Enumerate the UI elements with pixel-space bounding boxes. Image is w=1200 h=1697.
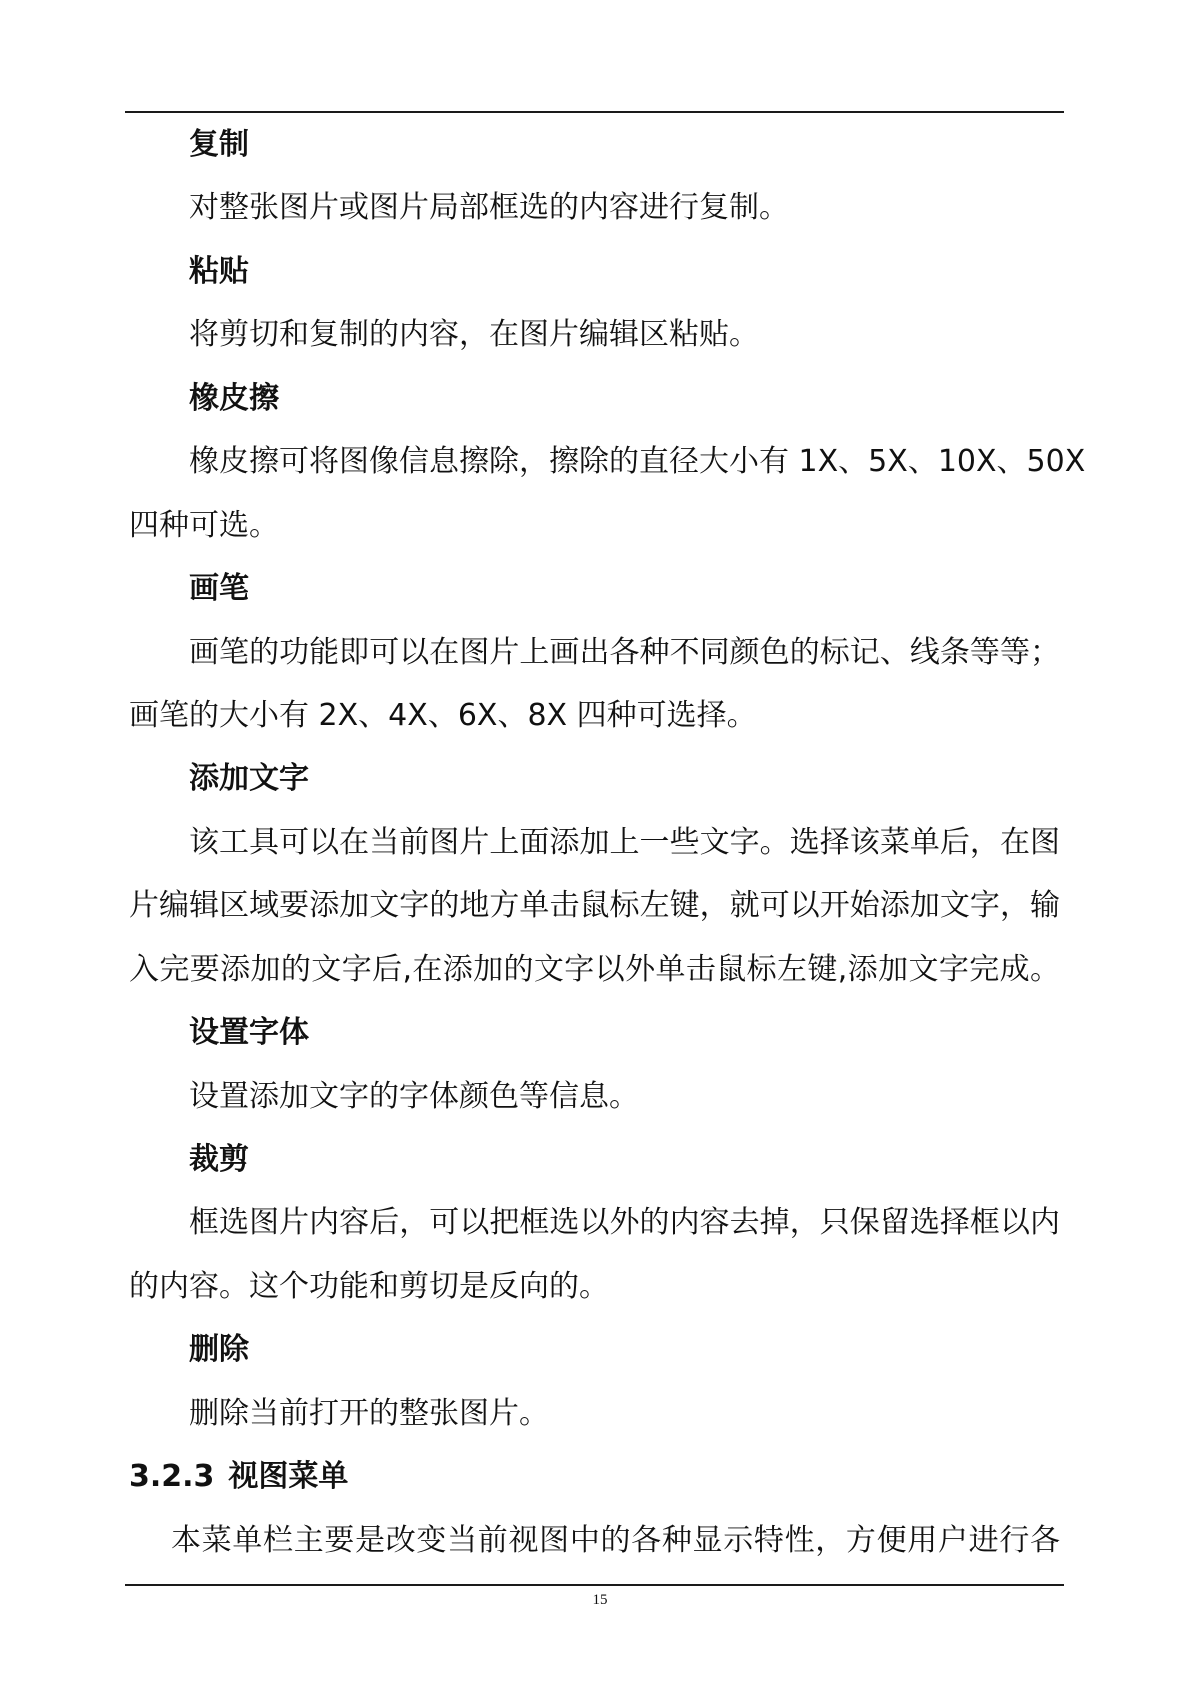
paragraph-line: 删除当前打开的整张图片。 (189, 1395, 549, 1431)
footer-rule (125, 1584, 1064, 1586)
paragraph-line: 橡皮擦可将图像信息擦除，擦除的直径大小有 1X、5X、10X、50X (189, 444, 1086, 480)
section-heading-brush: 画笔 (189, 571, 249, 607)
section-heading-add-text: 添加文字 (189, 761, 309, 797)
paragraph-line: 画笔的功能即可以在图片上画出各种不同颜色的标记、线条等等； (189, 634, 1060, 670)
paragraph-line: 入完要添加的文字后,在添加的文字以外单击鼠标左键,添加文字完成。 (129, 951, 1060, 987)
paragraph-line: 该工具可以在当前图片上面添加上一些文字。选择该菜单后，在图 (189, 824, 1060, 860)
page-content (129, 113, 1086, 1572)
section-heading-copy: 复制 (189, 127, 249, 162)
section-heading-set-font: 设置字体 (189, 1015, 309, 1051)
paragraph-line: 对整张图片或图片局部框选的内容进行复制。 (189, 190, 789, 226)
section-heading-delete: 删除 (189, 1332, 249, 1368)
paragraph-line: 设置添加文字的字体颜色等信息。 (189, 1078, 639, 1114)
paragraph-line: 四种可选。 (129, 507, 279, 543)
section-heading-eraser: 橡皮擦 (189, 380, 279, 416)
paragraph-line: 将剪切和复制的内容，在图片编辑区粘贴。 (189, 317, 759, 353)
paragraph-line: 画笔的大小有 2X、4X、6X、8X 四种可选择。 (129, 697, 757, 733)
subsection-number: 3.2.3 (129, 1459, 215, 1495)
paragraph-line: 本菜单栏主要是改变当前视图中的各种显示特性，方便用户进行各 (171, 1522, 1060, 1558)
section-heading-crop: 裁剪 (189, 1142, 249, 1177)
paragraph-line: 的内容。这个功能和剪切是反向的。 (129, 1268, 609, 1304)
subsection-title: 视图菜单 (228, 1459, 349, 1495)
subsection-heading (129, 1445, 1060, 1508)
paragraph-line: 片编辑区域要添加文字的地方单击鼠标左键，就可以开始添加文字，输 (129, 888, 1060, 924)
page-number: 15 (592, 1592, 608, 1608)
section-heading-paste: 粘贴 (189, 253, 249, 289)
paragraph-line: 框选图片内容后，可以把框选以外的内容去掉，只保留选择框以内 (189, 1205, 1060, 1241)
